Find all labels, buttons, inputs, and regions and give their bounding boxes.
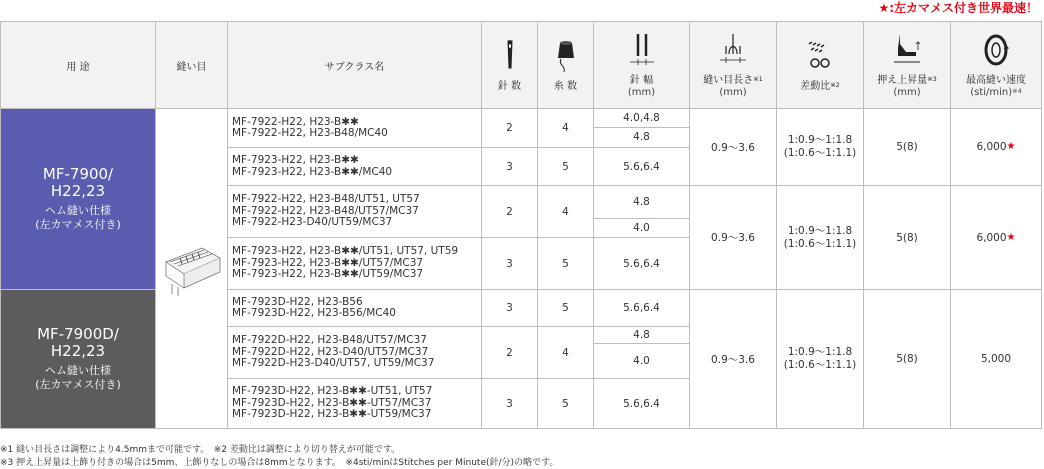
foot-lift-cell: 5(8): [864, 186, 951, 290]
hem-stitch-diagram-icon: [162, 232, 222, 302]
needles-cell: 3: [482, 290, 538, 327]
subclass-cell: MF-7923D-H22, H23-B56 MF-7923D-H22, H23-B56/MC40: [228, 290, 482, 327]
footnote-1: ※1 縫い目長さは調整により4.5mmまで可能です。 ※2 差動比は調整により切り替えが可能です。: [0, 445, 401, 455]
needles-cell: 3: [482, 148, 538, 186]
needles-cell: 3: [482, 379, 538, 429]
speed-cell: 5,000: [951, 290, 1042, 429]
needles-cell: 2: [482, 186, 538, 238]
speed-icon: [951, 32, 1041, 68]
stitch-length-cell: 0.9～3.6: [690, 186, 777, 290]
needles-cell: 3: [482, 238, 538, 290]
table-row: [1, 109, 1042, 148]
width-cell: 4.0,4.8 4.8: [594, 109, 690, 148]
differential-feed-icon: [777, 38, 863, 74]
threads-cell: 5: [538, 148, 594, 186]
width-cell: 4.8 4.0: [594, 186, 690, 238]
stitch-length-icon: [690, 32, 776, 68]
header-stitch-length: 縫い目長さ$^{※1}$ (mm): [690, 22, 777, 109]
diff-ratio-cell: 1:0.9～1:1.8 (1:0.6～1:1.1): [777, 186, 864, 290]
foot-lift-cell: 5(8): [864, 290, 951, 429]
presser-foot-icon: [864, 32, 950, 68]
speed-cell: 6,000★: [951, 109, 1042, 186]
header-row: [1, 22, 1042, 109]
use-cell-mf7900d: MF-7900D/ H22,23 ヘム縫い仕様 (左カマメス付き): [1, 290, 156, 429]
subclass-cell: MF-7922-H22, H23-B✱✱ MF-7922-H22, H23-B48/MC40: [228, 109, 482, 148]
subclass-cell: MF-7923-H22, H23-B✱✱ MF-7923-H22, H23-B✱✱/MC40: [228, 148, 482, 186]
needle-width-icon: [594, 32, 689, 68]
threads-cell: 5: [538, 379, 594, 429]
header-subclass: サブクラス名: [228, 22, 482, 109]
thread-spool-icon: [538, 38, 593, 74]
header-needle-width: 針 幅 (mm): [594, 22, 690, 109]
subclass-cell: MF-7923D-H22, H23-B✱✱-UT51, UT57 MF-7923D-H22, H23-B✱✱-UT57/MC37 MF-7923D-H22, H23-B✱✱-UT59/MC37: [228, 379, 482, 429]
needles-cell: 2: [482, 109, 538, 148]
stitch-diagram: [156, 109, 228, 429]
banner-fastest: ★:左カマメス付き世界最速！: [878, 1, 1038, 15]
stitch-length-cell: 0.9～3.6: [690, 290, 777, 429]
header-diff-ratio: 差動比$^{※2}$: [777, 22, 864, 109]
diff-ratio-cell: 1:0.9～1:1.8 (1:0.6～1:1.1): [777, 109, 864, 186]
threads-cell: 4: [538, 186, 594, 238]
width-cell: 5.6,6.4: [594, 148, 690, 186]
threads-cell: 4: [538, 109, 594, 148]
needle-icon: [482, 38, 537, 74]
use-cell-mf7900: MF-7900/ H22,23 ヘム縫い仕様 (左カマメス付き): [1, 109, 156, 290]
threads-cell: 5: [538, 238, 594, 290]
subclass-cell: MF-7923-H22, H23-B✱✱/UT51, UT57, UT59 MF-7923-H22, H23-B✱✱/UT57/MC37 MF-7923-H22, H23-B✱✱/UT59/MC37: [228, 238, 482, 290]
width-cell: 5.6,6.4: [594, 238, 690, 290]
width-cell: 5.6,6.4: [594, 290, 690, 327]
header-stitch: 縫い目: [156, 22, 228, 109]
header-use: 用 途: [1, 22, 156, 109]
width-cell: 4.8 4.0: [594, 327, 690, 379]
threads-cell: 4: [538, 327, 594, 379]
footnote-2: ※3 押え上昇量は上飾り付きの場合は5mm、上飾りなしの場合は8mmとなります。 ※4sti/minはStitches per Minute(針/分)の略です。: [0, 458, 559, 468]
needles-cell: 2: [482, 327, 538, 379]
speed-cell: 6,000★: [951, 186, 1042, 290]
header-threads: 糸 数: [538, 22, 594, 109]
header-foot-lift: 押え上昇量$^{※3}$ (mm): [864, 22, 951, 109]
threads-cell: 5: [538, 290, 594, 327]
stitch-length-cell: 0.9～3.6: [690, 109, 777, 186]
subclass-cell: MF-7922-H22, H23-B48/UT51, UT57 MF-7922-H22, H23-B48/UT57/MC37 MF-7922-H23-D40/UT59/MC37: [228, 186, 482, 238]
width-cell: 5.6,6.4: [594, 379, 690, 429]
header-max-speed: 最高縫い速度 $(sti/\min)^{※4}$: [951, 22, 1042, 109]
header-needles: 針 数: [482, 22, 538, 109]
foot-lift-cell: 5(8): [864, 109, 951, 186]
subclass-cell: MF-7922D-H22, H23-B48/UT57/MC37 MF-7922D-H22, H23-D40/UT57/MC37 MF-7922D-H23-D40/UT57, UT59/MC37: [228, 327, 482, 379]
diff-ratio-cell: 1:0.9～1:1.8 (1:0.6～1:1.1): [777, 290, 864, 429]
spec-table: [0, 21, 1042, 429]
